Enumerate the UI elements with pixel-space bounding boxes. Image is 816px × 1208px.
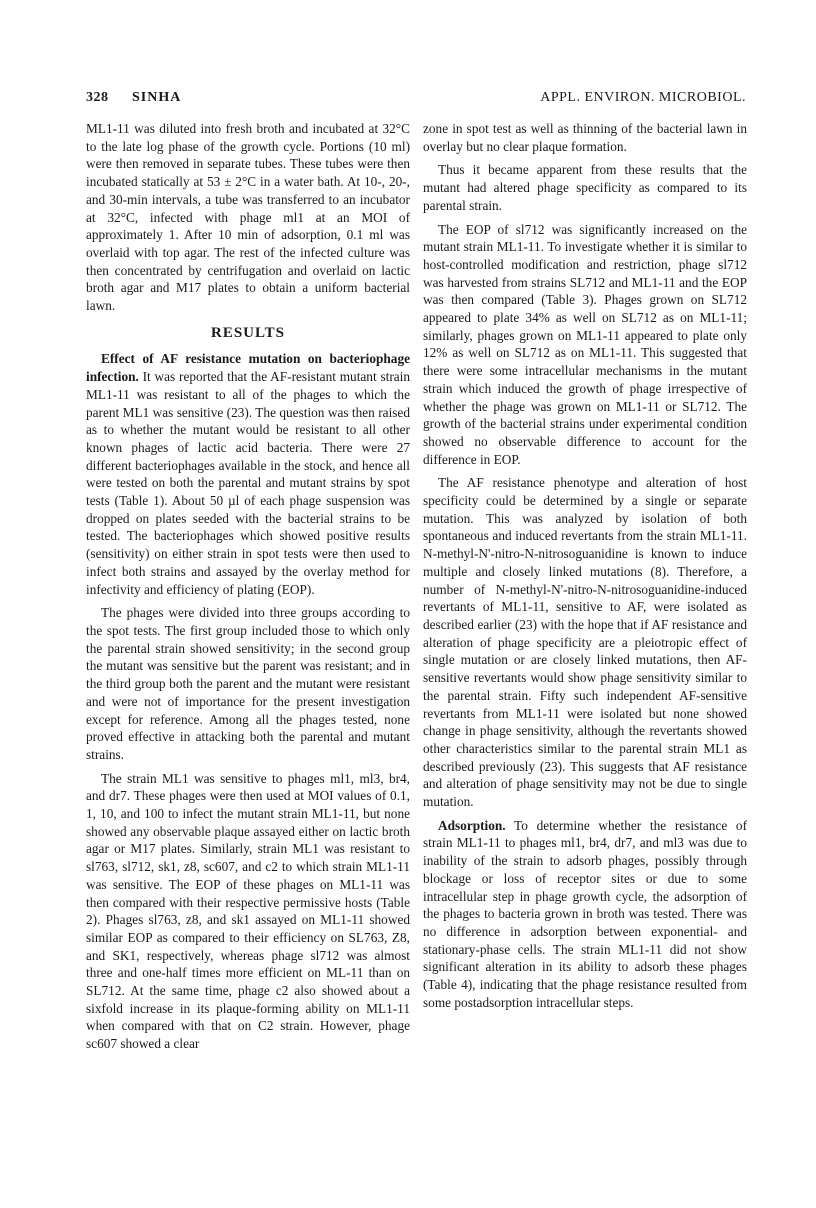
runin-heading-af-resistance: Effect of AF resistance mutation on bacteriophage infection. bbox=[86, 351, 410, 385]
running-header bbox=[86, 90, 746, 110]
paragraph-adsorption bbox=[423, 817, 747, 1012]
running-author: SINHA bbox=[132, 90, 182, 105]
paragraph-strain-ml1: The strain ML1 was sensitive to phages ml1, ml3, br4, and dr7. These phages were then used at MOI values of 0.1, 1, 10, and 100 to infect the mutant strain ML1-11, but none showed any observable plaque assayed either on lactic broth agar or M17 plates. Similarly, strain ML1 was resistant to sl763, sl712, sk1, z8, sc607, and c2 to which strain ML1-11 was sensitive. The EOP of these phages on ML1-11 was then compared with their respective permissive hosts (Table 2). Phages sl763, z8, and sk1 assayed on ML1-11 showed similar EOP as compared to their efficiency on SL763, Z8, and SK1, respectively, whereas phage sl712 was almost three and one-half times more efficient on ML-11 than on SL712. At the same time, phage c2 also showed about a sixfold increase in its plaque-forming ability on ML1-11 when compared with that on C2 strain. However, phage sc607 showed a clear bbox=[86, 770, 410, 1052]
section-heading-results: RESULTS bbox=[211, 324, 285, 341]
paragraph-methods-continued: ML1-11 was diluted into fresh broth and incubated at 32°C to the late log phase of the growth cycle. Portions (10 ml) were then removed in separate tubes. These tubes were then incubated statically at 53 ± 2°C in a water bath. At 10-, 20-, and 30-min intervals, a tube was transferred to an incubator at 32°C, infected with phage ml1 at an MOI of approximately 1. After 10 min of adsorption, 0.1 ml was overlaid with top agar. The rest of the infected culture was then concentrated by centrifugation and overlaid on lactic broth agar and M17 plates to obtain a uniform bacterial lawn. bbox=[86, 121, 410, 314]
paragraph-eop-sl712: The EOP of sl712 was significantly increased on the mutant strain ML1-11. To investigate whether it is similar to host-controlled modification and restriction, phage sl712 was harvested from strains SL712 and ML1-11 and the EOP was then compared (Table 3). Phages grown on SL712 appeared to plate 34% as well on SL712 as on ML1-11; similarly, phages grown on ML1-11 appeared to plate only 12% as well on SL712 as on ML1-11. This suggested that there were some intracellular mechanisms in the mutant strain which induced the growth of phage irrespective of whether the phage was grown on ML1-11 or SL712. The growth of the bacterial strains under experimental condition showed no observable difference to account for the difference in EOP. bbox=[423, 221, 747, 467]
left-column bbox=[86, 120, 410, 1053]
paragraph-af-resistance bbox=[86, 350, 410, 598]
paragraph-phage-groups: The phages were divided into three groups according to the spot tests. The first group included those to which only the parental strain showed sensitivity; in the second group the mutant was sensitive but the parent was resistant; and in the third group both the parent and the mutant were resistant and were not of importance for the present investigation except for reference. Among all the phages tested, none proved effective in attacking both the parental and mutant strains. bbox=[86, 605, 410, 762]
right-column bbox=[423, 120, 747, 1011]
running-journal: APPL. ENVIRON. MICROBIOL. bbox=[540, 90, 746, 105]
paragraph-altered-specificity: Thus it became apparent from these results that the mutant had altered phage specificity as compared to its parental strain. bbox=[423, 162, 747, 213]
paragraph-revertants: The AF resistance phenotype and alteration of host specificity could be determined by a single or separate mutation. This was analyzed by isolation of both spontaneous and induced revertants from the strain ML1-11. N-methyl-N'-nitro-N-nitrosoguanidine is known to induce multiple and closely linked mutations (8). Therefore, a number of N-methyl-N'-nitro-N-nitrosoguanidine-induced revertants of ML1-11, sensitive to AF, were isolated as described earlier (23) with the hope that if AF resistance and alteration of phage specificity are a pleiotropic effect of single mutation or are closely linked mutations, then AF-sensitive revertants would show phage sensitivity similar to the parental strain. Fifty such independent AF-sensitive revertants from ML1-11 were isolated but none showed change in phage sensitivity, although the revertants showed other characteristics similar to the parental strain ML1 as described previously (23). This suggests that AF resistance and alteration of phage sensitivity may not be due to single mutation. bbox=[423, 475, 747, 810]
paragraph-spot-test-continued: zone in spot test as well as thinning of the bacterial lawn in overlay but no clear plaque formation. bbox=[423, 121, 747, 154]
paragraph-adsorption-text: To determine whether the resistance of strain ML1-11 to phages ml1, br4, dr7, and ml3 was due to inability of the strain to adsorb phages, possibly through blockage or loss of receptor sites or due to some intracellular step in phage growth cycle, the adsorption of the phages to bacteria grown in broth was tested. There was no difference in adsorption between exponential- and stationary-phase cells. The strain ML1-11 did not show significant alteration in its ability to adsorb these phages (Table 4), indicating that the phage resistance resulted from some postadsorption intracellular steps. bbox=[423, 817, 747, 1010]
paragraph-af-resistance-text: It was reported that the AF-resistant mutant strain ML1-11 was resistant to all of the phages to which the parent ML1 was sensitive (23). The question was then raised as to whether the mutant would be resistant to all other known phages of lactic acid bacteria. There were 27 different bacteriophages available in the stock, and hence all were tested on both the parental and mutant strains by spot tests (Table 1). About 50 µl of each phage suspension was dropped on plates seeded with the bacterial strains to be tested. The bacteriophages which showed positive results (sensitivity) on either strain in spot tests were then used to infect both strains and assayed by the overlay method for infectivity and efficiency of plating (EOP). bbox=[86, 369, 410, 597]
page-number: 328 bbox=[86, 90, 109, 105]
runin-heading-adsorption: Adsorption. bbox=[438, 817, 506, 833]
